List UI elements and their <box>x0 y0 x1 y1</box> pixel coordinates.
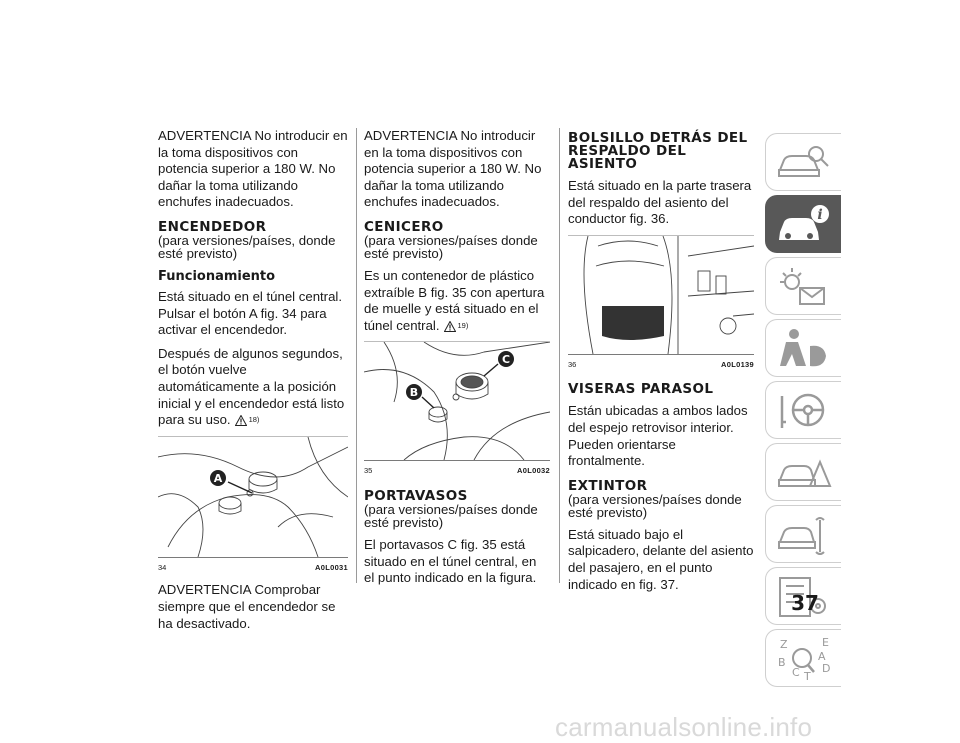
tab-car-search[interactable] <box>765 133 841 191</box>
figure-number: 34 <box>158 562 167 572</box>
tab-car-info[interactable] <box>765 195 841 253</box>
tab-warning-lights[interactable] <box>765 257 841 315</box>
seat-pocket-illustration <box>568 236 754 354</box>
heading-portavasos: PORTAVASOS <box>364 487 468 504</box>
index-letter: C <box>792 666 800 679</box>
warning-paragraph: ADVERTENCIA No introducir en la toma dispositivos con potencia superior a 180 W. No dañar la toma utilizando enchufes inadecuados. <box>158 128 348 210</box>
paragraph-text: Después de algunos segundos, el botón vuelve automáticamente a la posición inicial y el encendedor está listo para su uso. <box>158 345 345 428</box>
figure-label-b: B <box>409 386 419 400</box>
column-2 <box>364 128 550 594</box>
figure-label-a: A <box>213 471 223 485</box>
index-letter: Z <box>780 638 788 651</box>
magnifier-icon <box>793 649 811 667</box>
figure-number: 35 <box>364 466 373 476</box>
heading-viseras: VISERAS PARASOL <box>568 381 714 398</box>
steering-wheel-key-icon <box>776 388 832 434</box>
column-3 <box>568 128 754 600</box>
index-letter: D <box>822 662 831 675</box>
paragraph-pocket: Está situado en la parte trasera del respaldo del asiento del conductor fig. 36. <box>568 178 752 227</box>
heading-extintor: EXTINTOR <box>568 477 648 494</box>
figure-35 <box>364 341 550 480</box>
tab-index[interactable] <box>765 629 841 687</box>
page-number: 37 <box>791 591 819 615</box>
tab-safety[interactable] <box>765 319 841 377</box>
airbag-person-icon <box>776 326 832 372</box>
column-1 <box>158 128 348 639</box>
tab-emergency[interactable] <box>765 443 841 501</box>
warning-paragraph-lighter: ADVERTENCIA Comprobar siempre que el encendedor se ha desactivado. <box>158 582 336 631</box>
paragraph-lighter-location: Está situado en el túnel central. Pulsar el botón A fig. 34 para activar el encendedor. <box>158 288 343 338</box>
alphabet-index-icon <box>776 636 832 682</box>
svg-text:i: i <box>817 207 823 223</box>
paragraph-text: Es un contenedor de plástico extraíble B fig. 35 con apertura de muelle y está situado en el túnel central. <box>364 267 545 333</box>
heading-funcionamiento: Funcionamiento <box>158 268 276 284</box>
warning-light-mail-icon <box>776 264 832 310</box>
ashtray-cupholder-illustration <box>364 342 550 460</box>
figure-code: A0L0139 <box>721 359 754 369</box>
subtitle-encendedor: (para versiones/países, donde esté previsto) <box>158 232 336 262</box>
car-wrench-icon <box>776 512 832 558</box>
car-info-icon <box>776 202 832 248</box>
figure-number: 36 <box>568 359 577 369</box>
paragraph-lighter-ready <box>158 346 348 429</box>
warning-triangle-icon <box>235 415 247 426</box>
car-warning-triangle-icon <box>776 450 832 496</box>
heading-cenicero: CENICERO <box>364 218 444 235</box>
figure-code: A0L0032 <box>517 466 550 476</box>
tab-maintenance[interactable] <box>765 505 841 563</box>
subtitle-cenicero: (para versiones/países donde esté previsto) <box>364 232 538 262</box>
index-letter: T <box>804 670 811 682</box>
lighter-illustration <box>158 437 348 557</box>
figure-36 <box>568 235 754 374</box>
warning-triangle-icon <box>444 321 456 332</box>
car-search-icon <box>776 140 832 186</box>
figure-code: A0L0031 <box>315 562 348 572</box>
figure-caption <box>568 354 754 374</box>
figure-caption <box>158 557 348 577</box>
reference-note: 19) <box>457 320 469 330</box>
heading-encendedor: ENCENDEDOR <box>158 218 267 235</box>
figure-caption <box>364 460 550 480</box>
figure-34 <box>158 436 348 577</box>
subtitle-portavasos: (para versiones/países donde esté previsto) <box>364 501 538 531</box>
paragraph-visors: Están ubicadas a ambos lados del espejo retrovisor interior. Pueden orientarse frontalmente. <box>568 403 748 469</box>
index-letter: A <box>818 650 826 663</box>
paragraph-ashtray <box>364 268 550 334</box>
subtitle-extintor: (para versiones/países donde esté previsto) <box>568 491 742 521</box>
column-separator <box>559 128 560 583</box>
paragraph-cupholder: El portavasos C fig. 35 está situado en el túnel central, en el punto indicado en la figura. <box>364 536 537 586</box>
tab-driving[interactable] <box>765 381 841 439</box>
warning-paragraph: ADVERTENCIA No introducir en la toma dispositivos con potencia superior a 180 W. No dañar la toma utilizando enchufes inadecuados. <box>364 128 542 210</box>
index-letter: B <box>778 656 786 669</box>
index-letter: E <box>822 636 829 649</box>
column-separator <box>356 128 357 583</box>
figure-label-c: C <box>501 353 511 367</box>
watermark: carmanualsonline.info <box>555 712 813 742</box>
heading-bolsillo: BOLSILLO DETRÁS DEL RESPALDO DEL ASIENTO <box>568 130 748 172</box>
reference-note: 18) <box>248 415 260 425</box>
paragraph-extinguisher: Está situado bajo el salpicadero, delante del asiento del pasajero, en el punto indicado en fig. 37. <box>568 526 754 592</box>
